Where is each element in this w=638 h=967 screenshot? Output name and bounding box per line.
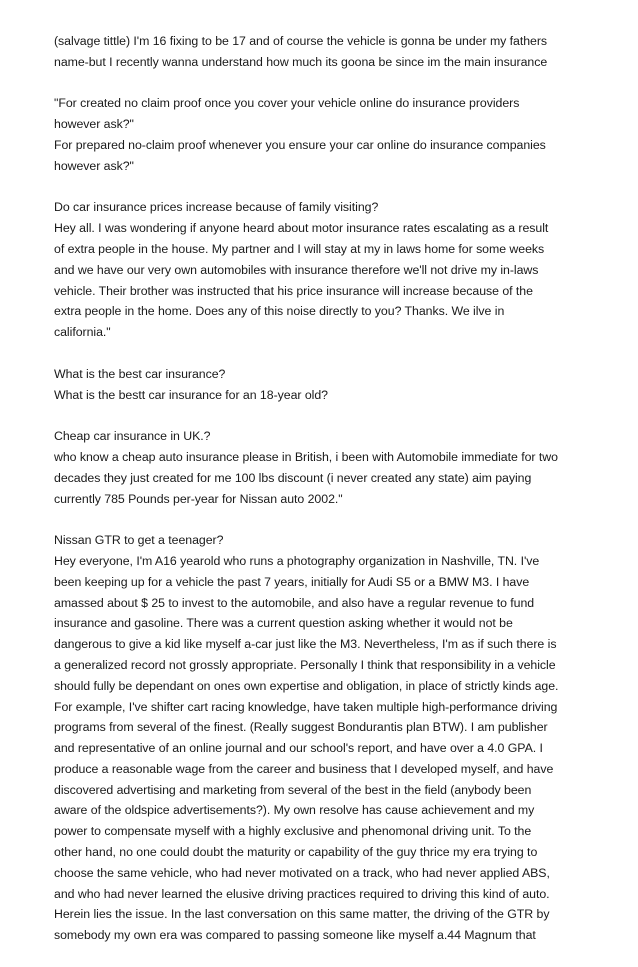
text-line: Herein lies the issue. In the last conversation on this same matter, the driving of the GTR by — [54, 907, 550, 922]
text-line: choose the same vehicle, who had never motivated on a track, who had never applied ABS, — [54, 865, 550, 880]
text-line: who know a cheap auto insurance please in British, i been with Automobile immediate for two — [54, 449, 558, 464]
text-line: For example, I've shifter cart racing knowledge, have taken multiple high-performance driving — [54, 699, 558, 714]
text-line: other hand, no one could doubt the maturity or capability of the guy thrice my era trying to — [54, 845, 538, 860]
paragraph-family-visiting — [54, 197, 594, 343]
text-line: and representative of an online journal and our school's report, and have over a 4.0 GPA. I — [54, 741, 543, 756]
text-line: california." — [54, 325, 111, 340]
text-line: of extra people in the house. My partner and I will stay at my in laws home for some weeks — [54, 241, 545, 256]
paragraph-cheap-uk-insurance — [54, 426, 594, 509]
text-line: however ask?" — [54, 117, 134, 132]
text-line: and who had never learned the elusive driving practices required to driving this kind of auto. — [54, 886, 550, 901]
text-line: and we have our very own automobiles with insurance therefore we'll not drive my in-laws — [54, 262, 539, 277]
text-line: For prepared no-claim proof whenever you ensure your car online do insurance companies — [54, 137, 546, 152]
text-line: Nissan GTR to get a teenager? — [54, 533, 224, 548]
text-line: amassed about $ 25 to invest to the automobile, and also have a regular revenue to fund — [54, 595, 535, 610]
text-line: a generalized record not grossly appropriate. Personally I think that responsibility in a vehicle — [54, 657, 556, 672]
text-line: "For created no claim proof once you cover your vehicle online do insurance providers — [54, 96, 520, 111]
text-line: Do car insurance prices increase because of family visiting? — [54, 200, 379, 215]
paragraph-salvage-title — [54, 31, 594, 73]
text-line: discovered advertising and marketing from several of the best in the field (anybody been — [54, 782, 532, 797]
text-line: insurance and gasoline. There was a current question asking whether it would not be — [54, 616, 513, 631]
text-line: vehicle. Their brother was instructed that his price insurance will increase because of the — [54, 283, 533, 298]
text-line: been keeping up for a vehicle the past 7 years, initially for Audi S5 or a BMW M3. I have — [54, 574, 530, 589]
text-line: What is the bestt car insurance for an 18-year old? — [54, 387, 328, 402]
text-line: extra people in the home. Does any of this noise directly to you? Thanks. We ilve in — [54, 304, 505, 319]
text-line: somebody my own era was compared to passing someone like myself a.44 Magnum that — [54, 928, 536, 943]
text-line: however ask?" — [54, 158, 134, 173]
text-line: Hey all. I was wondering if anyone heard about motor insurance rates escalating as a result — [54, 221, 549, 236]
text-line: What is the best car insurance? — [54, 366, 226, 381]
text-line: (salvage tittle) I'm 16 fixing to be 17 and of course the vehicle is gonna be under my fathers — [54, 34, 548, 48]
text-line: Hey everyone, I'm A16 yearold who runs a photography organization in Nashville, TN. I've — [54, 553, 540, 568]
paragraph-nissan-gtr — [54, 530, 594, 946]
text-line: produce a reasonable wage from the career and business that I developed myself, and have — [54, 761, 554, 776]
text-line: should fully be dependant on ones own expertise and obligation, in place of strictly kinds age. — [54, 678, 559, 693]
document-page — [54, 31, 594, 967]
text-line: decades they just created for me 100 lbs discount (i never created any state) aim paying — [54, 470, 532, 485]
text-line: power to compensate myself with a highly exclusive and phenomonal driving unit. To the — [54, 824, 532, 839]
paragraph-no-claim-proof — [54, 93, 594, 176]
text-line: aware of the oldspice advertisements?). My own resolve has cause achievement and my — [54, 803, 535, 818]
text-line: dangerous to give a kid like myself a-car just like the M3. Nevertheless, I'm as if such there is — [54, 637, 557, 652]
text-line: name-but I recently wanna understand how much its goona be since im the main insurance — [54, 54, 548, 69]
text-line: programs from several of the finest. (Really suggest Bondurantis plan BTW). I am publisher — [54, 720, 548, 735]
text-line: Cheap car insurance in UK.? — [54, 429, 211, 444]
paragraph-best-car-insurance — [54, 364, 594, 406]
text-line: currently 785 Pounds per-year for Nissan auto 2002." — [54, 491, 343, 506]
